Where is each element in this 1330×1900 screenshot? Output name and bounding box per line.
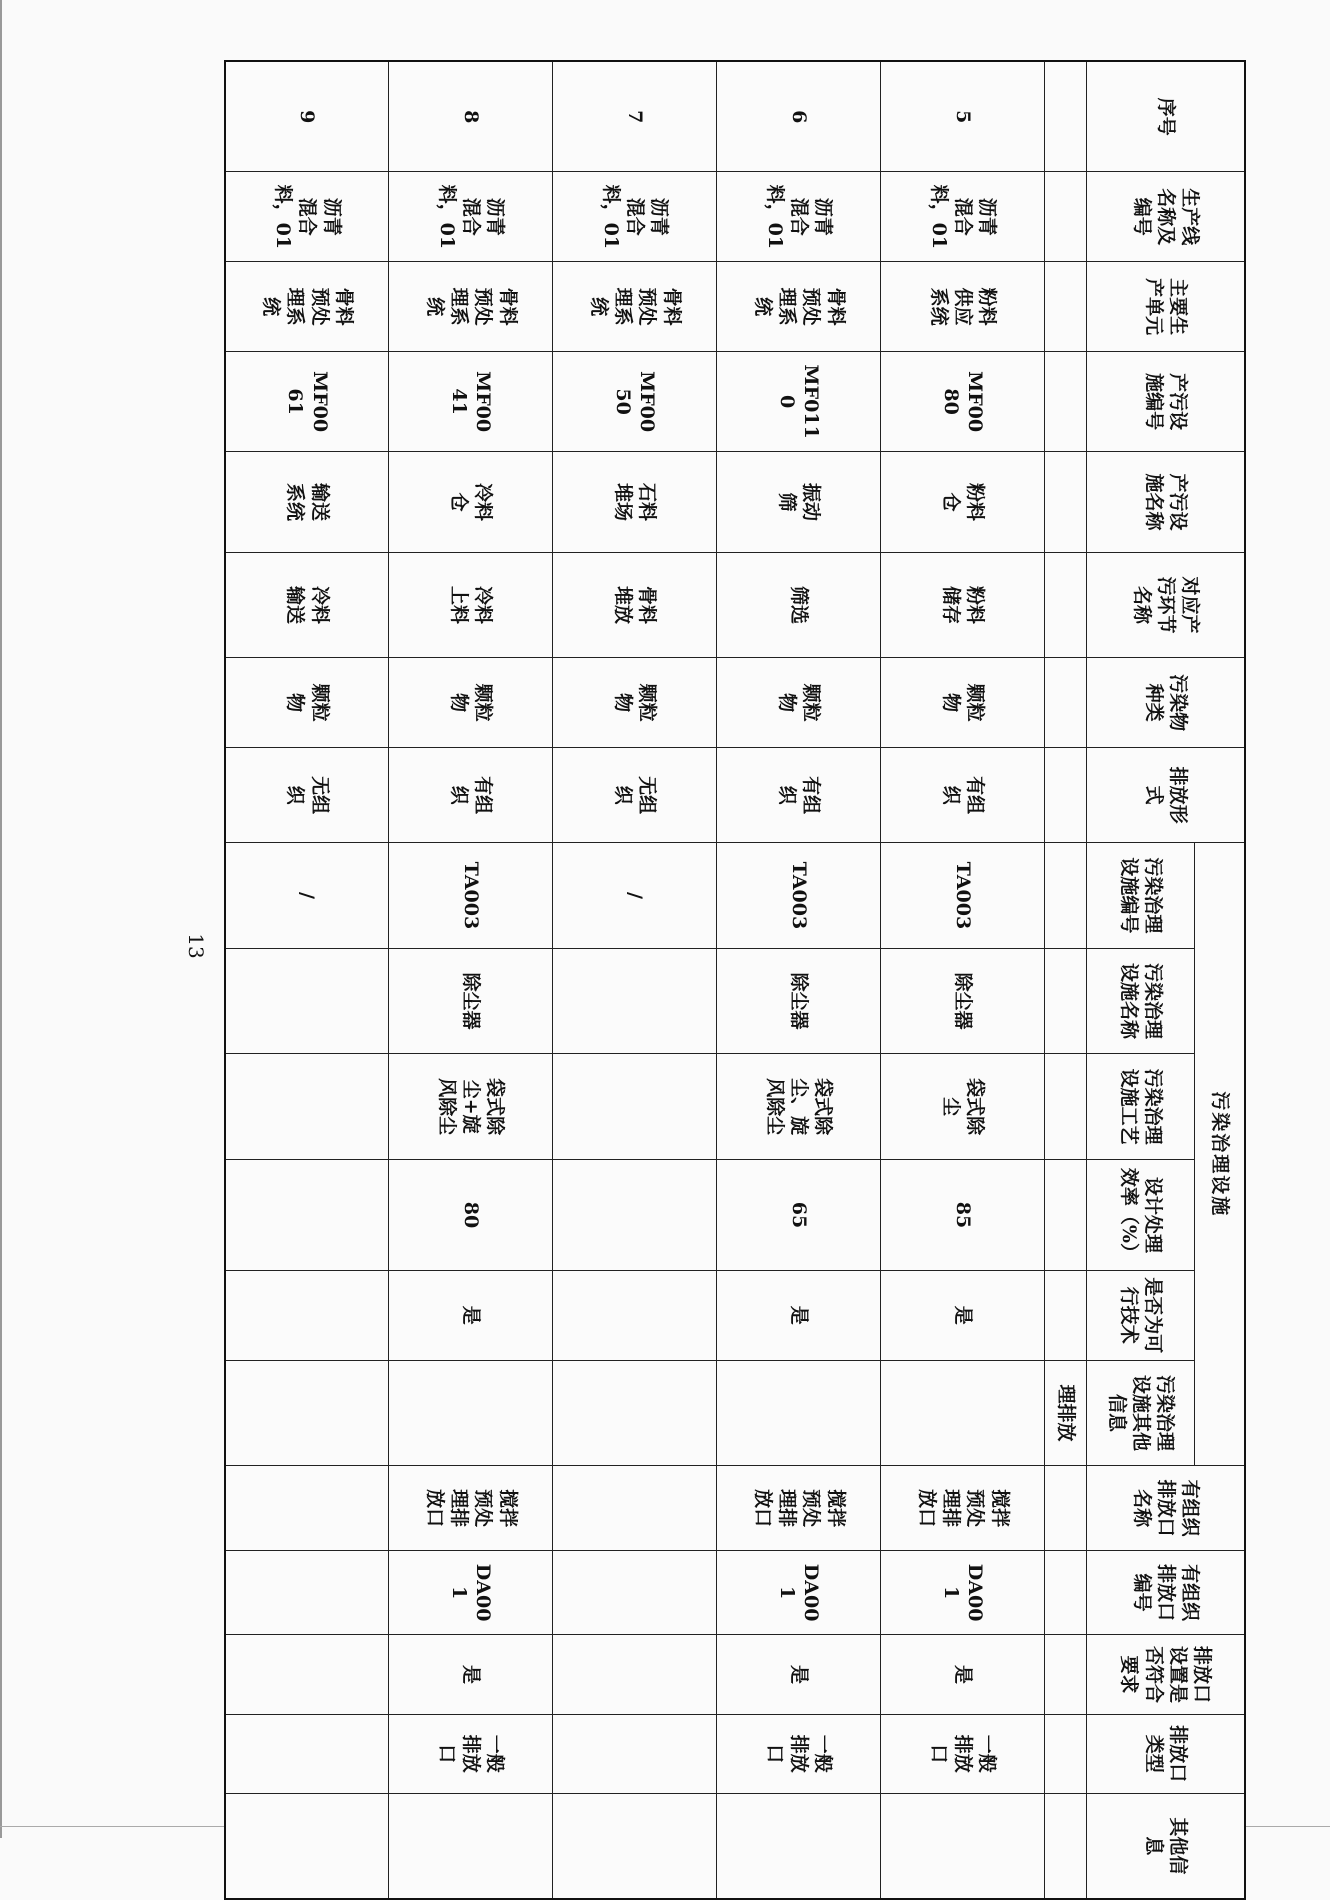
cell-process: 袋式除 尘+旋 风除尘 [389,1054,553,1160]
header-seq: 序号 [1087,61,1245,172]
cell-other-info [225,1360,389,1466]
cell-feasible [225,1270,389,1360]
cell-link: 冷料 上料 [389,552,553,658]
cell-other-info [717,1360,881,1466]
header-fac-name: 产污设 施名称 [1087,452,1245,552]
header-unit: 主要生 产单元 [1087,262,1245,352]
cell-outlet-id [225,1550,389,1635]
cell-treat-name: 除尘器 [389,948,553,1054]
cell-fac-id: MF00 80 [881,351,1045,451]
table-row [225,61,389,1899]
cell-link: 骨料 堆放 [553,552,717,658]
table-row [553,61,717,1899]
cell-fac-id: MF00 50 [553,351,717,451]
cell-outlet-name: 搅拌 预处 理排 放口 [389,1466,553,1551]
cell-fac-id: MF011 0 [717,351,881,451]
table-row [717,61,881,1899]
pollution-facility-table [224,60,1246,1900]
cell-outlet-name [225,1466,389,1551]
cell-seq: 6 [717,61,881,172]
cell-eff: 80 [389,1160,553,1271]
cell-other [881,1793,1045,1899]
cell-unit: 粉料 供应 系统 [881,262,1045,352]
header-outlet-type: 排放口 类型 [1087,1714,1245,1793]
cell-unit: 骨料 预处 理系 统 [553,262,717,352]
header-other: 其他信 息 [1087,1793,1245,1899]
cell-other [717,1793,881,1899]
cell-other-info [881,1360,1045,1466]
cell-line: 沥青 混合 料，01 [225,172,389,262]
cell-outlet-type: 一般 排放 口 [717,1714,881,1793]
header-group-row [1195,61,1245,1899]
cell-feasible: 是 [881,1270,1045,1360]
header-other-info: 污染治理 设施其他 信息 [1087,1360,1195,1466]
cell-outlet-id: DA00 1 [389,1550,553,1635]
header-treat-name: 污染治理 设施名称 [1087,948,1195,1054]
cell-eff: 65 [717,1160,881,1271]
cell-treat-id: TA003 [717,843,881,949]
cell-seq: 7 [553,61,717,172]
cell-fac-name: 振动 筛 [717,452,881,552]
cell-other [389,1793,553,1899]
header-treat-id: 污染治理 设施编号 [1087,843,1195,949]
cell-eff [553,1160,717,1271]
header-link: 对应产 污环节 名称 [1087,552,1245,658]
cell-fac-name: 输送 系统 [225,452,389,552]
cell-treat-name: 除尘器 [881,948,1045,1054]
header-mode: 排放形 式 [1087,748,1245,843]
cell-fac-name: 粉料 仓 [881,452,1045,552]
cell-other [225,1793,389,1899]
cell-compliant: 是 [389,1635,553,1714]
table-row [389,61,553,1899]
continuation-note: 理排放 [1045,1360,1087,1466]
cell-seq: 8 [389,61,553,172]
side-rule-line [0,0,2,1838]
header-treatment-group: 污染治理设施 [1195,843,1245,1466]
cell-fac-id: MF00 61 [225,351,389,451]
cell-outlet-id: DA00 1 [717,1550,881,1635]
cell-fac-name: 冷料 仓 [389,452,553,552]
header-eff: 设计处理 效率（%） [1087,1160,1195,1271]
cell-link: 冷料 输送 [225,552,389,658]
cell-unit: 骨料 预处 理系 统 [389,262,553,352]
cell-fac-id: MF00 41 [389,351,553,451]
cell-process [225,1054,389,1160]
cell-eff: 85 [881,1160,1045,1271]
cell-outlet-type [225,1714,389,1793]
cell-outlet-id [553,1550,717,1635]
cell-process: 袋式除 尘 [881,1054,1045,1160]
cell-feasible: 是 [389,1270,553,1360]
cell-treat-id: / [553,843,717,949]
header-pollutant: 污染物 种类 [1087,658,1245,748]
cell-feasible: 是 [717,1270,881,1360]
cell-compliant [225,1635,389,1714]
header-outlet-name: 有组织 排放口 名称 [1087,1466,1245,1551]
cell-line: 沥青 混合 料，01 [881,172,1045,262]
cell-pollutant: 颗粒 物 [389,658,553,748]
cell-pollutant: 颗粒 物 [553,658,717,748]
cell-mode: 有组 织 [389,748,553,843]
continuation-row [1045,61,1087,1899]
header-fac-id: 产污设 施编号 [1087,351,1245,451]
cell-other-info [553,1360,717,1466]
cell-line: 沥青 混合 料，01 [553,172,717,262]
cell-outlet-type: 一般 排放 口 [881,1714,1045,1793]
cell-outlet-type [553,1714,717,1793]
header-compliant: 排放口 设置是 否符合 要求 [1087,1635,1245,1714]
cell-feasible [553,1270,717,1360]
cell-seq: 5 [881,61,1045,172]
page-number: 13 [184,933,208,959]
cell-mode: 有组 织 [717,748,881,843]
cell-line: 沥青 混合 料，01 [389,172,553,262]
cell-unit: 骨料 预处 理系 统 [717,262,881,352]
cell-fac-name: 石料 堆场 [553,452,717,552]
cell-compliant: 是 [881,1635,1045,1714]
cell-pollutant: 颗粒 物 [225,658,389,748]
header-process: 污染治理 设施工艺 [1087,1054,1195,1160]
cell-unit: 骨料 预处 理系 统 [225,262,389,352]
cell-line: 沥青 混合 料，01 [717,172,881,262]
cell-outlet-name [553,1466,717,1551]
cell-compliant [553,1635,717,1714]
cell-pollutant: 颗粒 物 [717,658,881,748]
cell-treat-id: / [225,843,389,949]
cell-process: 袋式除 尘、旋 风除尘 [717,1054,881,1160]
cell-mode: 无组 织 [225,748,389,843]
cell-other [553,1793,717,1899]
cell-eff [225,1160,389,1271]
cell-other-info [389,1360,553,1466]
table-row [881,61,1045,1899]
cell-treat-name [225,948,389,1054]
cell-link: 筛选 [717,552,881,658]
cell-treat-id: TA003 [881,843,1045,949]
cell-process [553,1054,717,1160]
cell-mode: 无组 织 [553,748,717,843]
cell-treat-id: TA003 [389,843,553,949]
data-rows [225,61,1045,1899]
cell-pollutant: 颗粒 物 [881,658,1045,748]
header-feasible: 是否为可 行技术 [1087,1270,1195,1360]
cell-treat-name [553,948,717,1054]
cell-outlet-id: DA00 1 [881,1550,1045,1635]
cell-outlet-type: 一般 排放 口 [389,1714,553,1793]
cell-link: 粉料 储存 [881,552,1045,658]
cell-mode: 有组 织 [881,748,1045,843]
cell-treat-name: 除尘器 [717,948,881,1054]
cell-outlet-name: 搅拌 预处 理排 放口 [717,1466,881,1551]
header-line: 生产线 名称及 编号 [1087,172,1245,262]
header-outlet-id: 有组织 排放口 编号 [1087,1550,1245,1635]
cell-seq: 9 [225,61,389,172]
cell-compliant: 是 [717,1635,881,1714]
cell-outlet-name: 搅拌 预处 理排 放口 [881,1466,1045,1551]
table-container [226,60,1246,1900]
